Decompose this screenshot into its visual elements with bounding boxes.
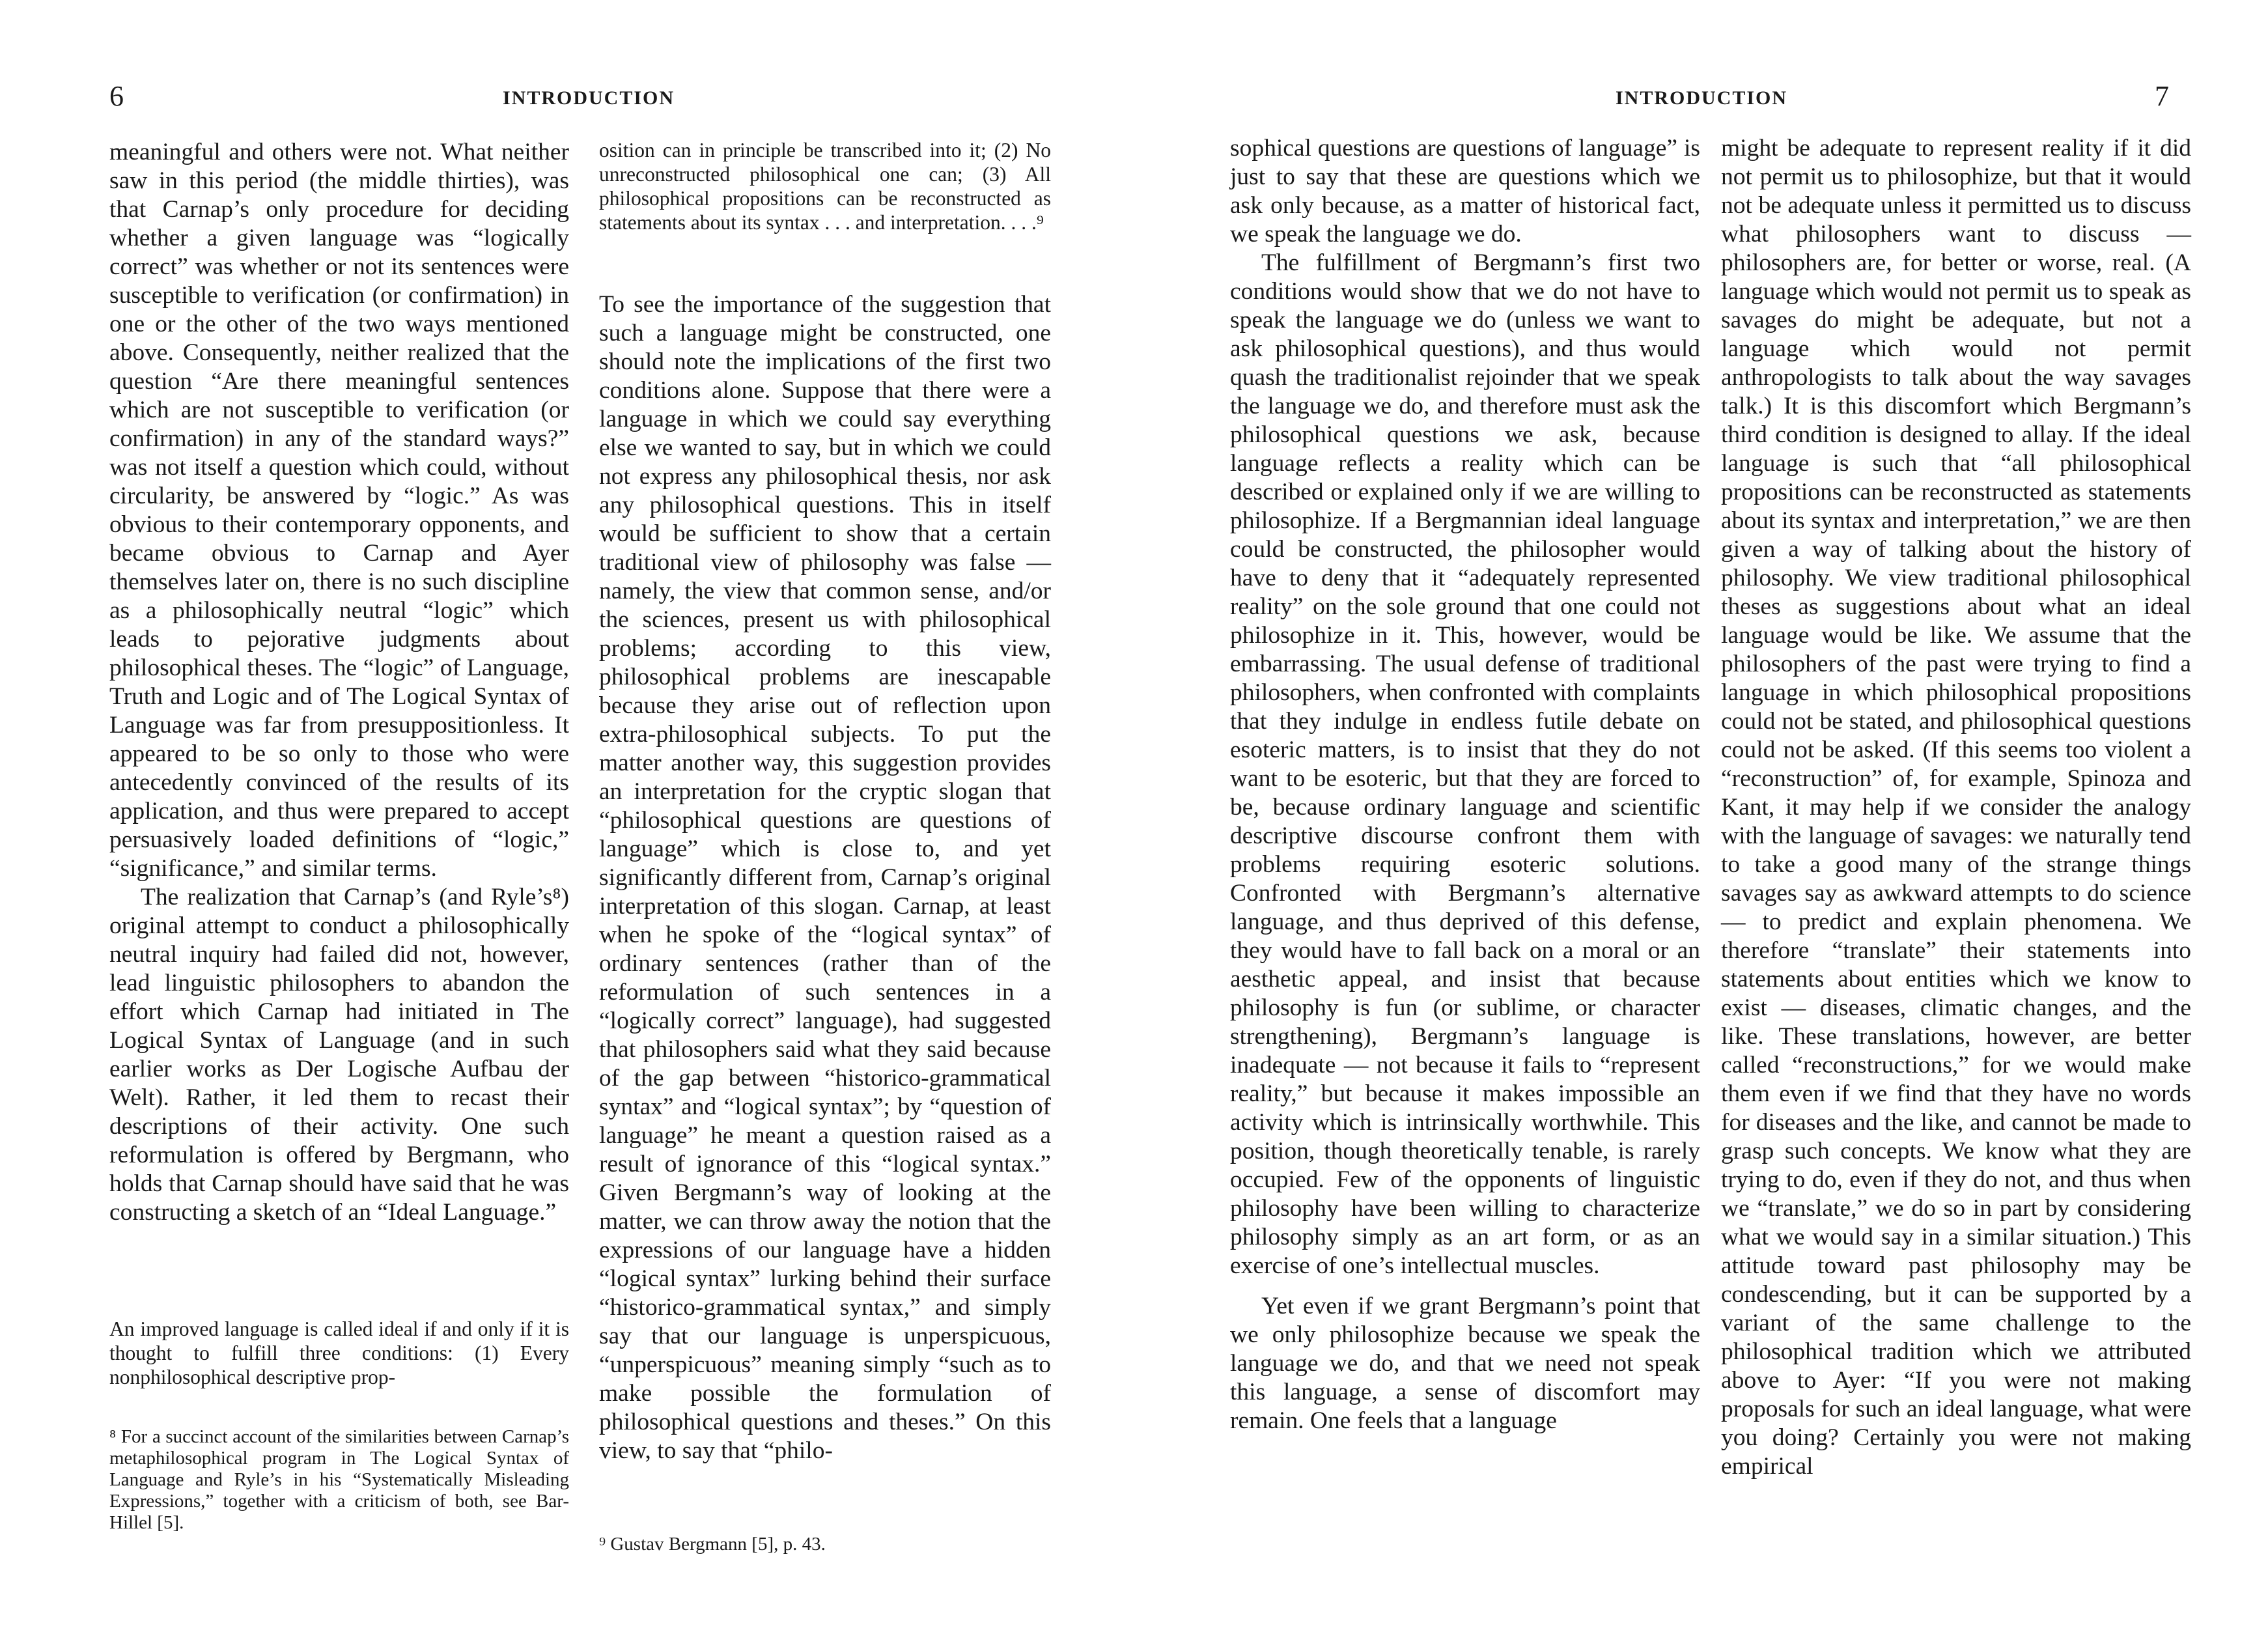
footnote-8: ⁸ For a succinct account of the similarities between Carnap’s metaphilosophical program in The Logical Syntax of Language and Ryle’s in his “Systematically Misleading Expressions,” together with a criticism of both, see Bar-Hillel [5]. [109, 1426, 569, 1533]
paragraph: sophical questions are questions of language” is just to say that these are questions which we ask only because, as a matter of historical fact, we speak the language we do. [1230, 135, 1700, 247]
right-column-2: might be adequate to represent reality if it did not permit us to philosophize, but that it would not be adequate unless it permitted us to discuss what philosophers want to discuss — philosophers are, for better or worse, real. (A language which would not permit us to speak as savages do might be adequate, but not a language which would not permit anthropologists to talk about the way savages talk.) It is this discomfort which Bergmann’s third condition is designed to allay. If the ideal language is such that “all philosophical propositions can be reconstructed as statements about its syntax and interpretation,” we are then given a way of talking about the history of philosophy. We view traditional philosophical theses as suggestions about what an ideal language would be like. We assume that the philosophers of the past were trying to find a language in which philosophical propositions could not be stated, and philosophical questions could not be asked. (If this seems too violent a “reconstruction” of, for example, Spinoza and Kant, it may help if we consider the analogy with the language of savages: we naturally tend to take a good many of the strange things savages say as awkward attempts to do science — to predict and explain phenomena. We therefore “translate” their statements into statements about entities which we know to exist — diseases, climatic changes, and the like. These translations, however, are better called “reconstructions,” for we would make them even if we find that they have no words for diseases and the like, and cannot be made to grasp such concepts. We know what they are trying to do, even if they do not, and thus when we “translate,” we do so in part by considering what we would say in a similar situation.) This attitude toward past philosophy may be condescending, but it can be supported by a variant of the same challenge to the philosophical tradition which we attributed above to Ayer: “If you were not making proposals for such an ideal language, what were you doing? Certainly you were not making empirical [1721, 135, 2191, 1480]
right-page [1134, 0, 2268, 1647]
block-quote: An improved language is called ideal if and only if it is thought to fulfill three conditions: (1) Every nonphilosophical descriptive prop- [109, 1317, 569, 1388]
running-head-left: INTRODUCTION [503, 87, 675, 109]
paragraph: The fulfillment of Bergmann’s first two conditions would show that we do not have to speak the language we do (unless we want to ask philosophical questions), and thus would quash the traditionalist rejoinder that we speak the language we do, and therefore must ask the philosophical questions we ask, because language reflects a reality which can be described or explained only if we are willing to philosophize. If a Bergmannian ideal language could be constructed, the philosopher would have to deny that it “adequately represented reality” on the sole ground that one could not philosophize in it. This, however, would be embarrassing. The usual defense of traditional philosophers, when confronted with complaints that they indulge in endless futile debate on esoteric matters, is to insist that they do not want to be esoteric, but that they are forced to be, because ordinary language and scientific descriptive discourse confront them with problems requiring esoteric solutions. Confronted with Bergmann’s alternative language, and thus deprived of this defense, they would have to fall back on a moral or an aesthetic appeal, and insist that because philosophy is fun (or sublime, or character strengthening), Bergmann’s language is inadequate — not because it fails to “represent reality,” but because it makes impossible an activity which is intrinsically worthwhile. This position, though theoretically tenable, is rarely occupied. Few of the opponents of linguistic philosophy have been willing to characterize philosophy simply as an art form, or as an exercise of one’s intellectual muscles. [1230, 249, 1700, 1279]
block-quote-continued: osition can in principle be transcribed into it; (2) No unreconstructed philosophical one can; (3) All philosophical propositions can be reconstructed as statements about its syntax . . . and interpretation. . . .⁹ [599, 139, 1051, 234]
footnote-9: ⁹ Gustav Bergmann [5], p. 43. [599, 1534, 826, 1555]
running-head-right: INTRODUCTION [1616, 87, 1788, 109]
left-column-1 [109, 138, 569, 1227]
left-column-2: To see the importance of the suggestion that such a language might be constructed, one should note the implications of the first two conditions alone. Suppose that there were a language in which we could say everything else we wanted to say, but in which we could not express any philosophical thesis, nor ask any philosophical questions. This in itself would be sufficient to show that a certain traditional view of philosophy was false — namely, the view that common sense, and/or the sciences, present us with philosophical problems; according to this view, philosophical problems are inescapable because they arise out of reflection upon extra-philosophical subjects. To put the matter another way, this suggestion provides an interpretation for the cryptic slogan that “philosophical questions are questions of language” which is close to, and yet significantly different from, Carnap’s original interpretation of this slogan. Carnap, at least when he spoke of the “logical syntax” of ordinary sentences (rather than of the reformulation of such sentences in a “logically correct” language), had suggested that philosophers said what they said because of the gap between “historico-grammatical syntax” and “logical syntax”; by “question of language” he meant a question raised as a result of ignorance of this “logical syntax.” Given Bergmann’s way of looking at the matter, we can throw away the notion that the expressions of our language have a hidden “logical syntax” lurking behind their surface “historico-grammatical syntax,” and simply say that our language is unperspicuous, “unperspicuous” meaning simply “such as to make possible the formulation of philosophical questions and theses.” On this view, to say that “philo- [599, 291, 1051, 1464]
page-number-right: 7 [2155, 80, 2169, 112]
paragraph: meaningful and others were not. What neither saw in this period (the middle thirties), was that Carnap’s only procedure for deciding whether a given language was “logically correct” was whether or not its sentences were susceptible to verification (or confirmation) in one or the other of the two ways mentioned above. Consequently, neither realized that the question “Are there meaningful sentences which are not susceptible to verification (or confirmation) in any of the standard ways?” was not itself a question which could, without circularity, be answered by “logic.” As was obvious to their contemporary opponents, and became obvious to Carnap and Ayer themselves later on, there is no such discipline as a philosophically neutral “logic” which leads to pejorative judgments about philosophical theses. The “logic” of Language, Truth and Logic and of The Logical Syntax of Language was far from presuppositionless. It appeared to be so only to those who were antecedently convinced of the results of its application, and thus were prepared to accept persuasively loaded definitions of “logic,” “significance,” and similar terms. [109, 139, 569, 882]
right-column-1 [1230, 134, 1700, 1435]
paragraph: Yet even if we grant Bergmann’s point that we only philosophize because we speak the language we do, and that we need not speak this language, a sense of discomfort may remain. One feels that a language [1230, 1293, 1700, 1434]
page-number-left: 6 [109, 80, 124, 112]
paragraph: The realization that Carnap’s (and Ryle’s⁸) original attempt to conduct a philosophically neutral inquiry had failed did not, however, lead linguistic philosophers to abandon the effort which Carnap had initiated in The Logical Syntax of Language (and in such earlier works as Der Logische Aufbau der Welt). Rather, it led them to recast their descriptions of their activity. One such reformulation is offered by Bergmann, who holds that Carnap should have said that he was constructing a sketch of an “Ideal Language.” [109, 884, 569, 1226]
